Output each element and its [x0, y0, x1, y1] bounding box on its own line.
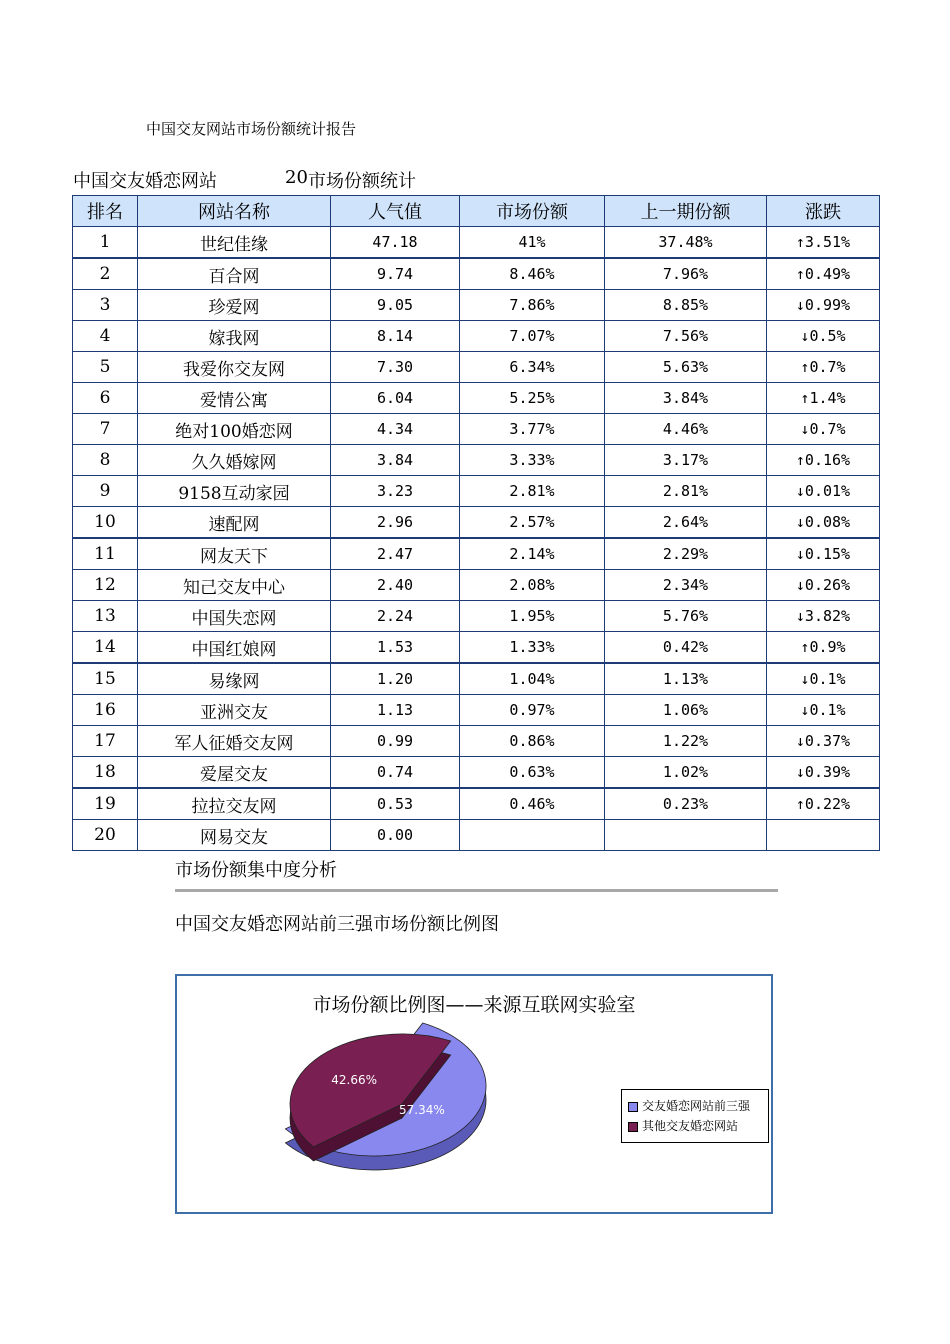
cell-previous-share — [605, 820, 767, 851]
pie-data-label-0: 57.34% — [398, 1103, 445, 1118]
table-row — [73, 352, 880, 383]
cell-rank: 9 — [73, 476, 138, 507]
cell-change: ↓3.82% — [767, 601, 880, 632]
table-row — [73, 445, 880, 476]
cell-site-name: 嫁我网 — [138, 321, 331, 352]
table-row — [73, 695, 880, 726]
cell-market-share: 3.77% — [460, 414, 605, 445]
cell-previous-share: 37.48% — [605, 227, 767, 259]
cell-change: ↓0.26% — [767, 570, 880, 601]
table-row — [73, 414, 880, 445]
chart-heading: 中国交友婚恋网站前三强市场份额比例图 — [175, 914, 499, 935]
legend-swatch-top3 — [628, 1102, 638, 1112]
cell-rank: 11 — [73, 538, 138, 570]
cell-popularity: 3.84 — [331, 445, 460, 476]
header-rank: 排名 — [73, 196, 138, 227]
cell-market-share: 2.81% — [460, 476, 605, 507]
cell-change — [767, 820, 880, 851]
cell-change: ↑0.49% — [767, 258, 880, 290]
cell-rank: 5 — [73, 352, 138, 383]
cell-site-name: 爱情公寓 — [138, 383, 331, 414]
table-row — [73, 290, 880, 321]
cell-market-share: 6.34% — [460, 352, 605, 383]
cell-popularity: 47.18 — [331, 227, 460, 259]
header-site-name: 网站名称 — [138, 196, 331, 227]
cell-change: ↓0.08% — [767, 507, 880, 539]
table-row — [73, 538, 880, 570]
cell-rank: 16 — [73, 695, 138, 726]
cell-rank: 1 — [73, 227, 138, 259]
cell-market-share: 0.86% — [460, 726, 605, 757]
table-row — [73, 632, 880, 664]
cell-rank: 13 — [73, 601, 138, 632]
cell-popularity: 7.30 — [331, 352, 460, 383]
cell-previous-share: 2.64% — [605, 507, 767, 539]
cell-previous-share: 1.22% — [605, 726, 767, 757]
cell-change: ↑0.22% — [767, 788, 880, 820]
cell-change: ↓0.1% — [767, 695, 880, 726]
cell-previous-share: 8.85% — [605, 290, 767, 321]
cell-market-share: 7.86% — [460, 290, 605, 321]
table-row — [73, 757, 880, 789]
cell-market-share — [460, 820, 605, 851]
legend-label-others: 其他交友婚恋网站 — [642, 1119, 739, 1133]
cell-rank: 18 — [73, 757, 138, 789]
cell-site-name: 世纪佳缘 — [138, 227, 331, 259]
header-previous-share: 上一期份额 — [605, 196, 767, 227]
cell-previous-share: 5.63% — [605, 352, 767, 383]
cell-rank: 14 — [73, 632, 138, 664]
cell-market-share: 41% — [460, 227, 605, 259]
table-row — [73, 507, 880, 539]
cell-change: ↓0.99% — [767, 290, 880, 321]
header-change: 涨跌 — [767, 196, 880, 227]
cell-rank: 10 — [73, 507, 138, 539]
table-caption-prefix: 中国交友婚恋网站 — [73, 171, 217, 192]
legend-item-others — [628, 1118, 738, 1134]
cell-rank: 19 — [73, 788, 138, 820]
cell-site-name: 亚洲交友 — [138, 695, 331, 726]
cell-market-share: 0.97% — [460, 695, 605, 726]
cell-change: ↑0.9% — [767, 632, 880, 664]
cell-market-share: 5.25% — [460, 383, 605, 414]
cell-previous-share: 3.17% — [605, 445, 767, 476]
cell-previous-share: 2.34% — [605, 570, 767, 601]
cell-market-share: 1.04% — [460, 663, 605, 695]
cell-popularity: 0.53 — [331, 788, 460, 820]
cell-popularity: 2.40 — [331, 570, 460, 601]
cell-rank: 4 — [73, 321, 138, 352]
cell-site-name: 中国红娘网 — [138, 632, 331, 664]
header-market-share: 市场份额 — [460, 196, 605, 227]
table-header-row — [73, 196, 880, 227]
cell-market-share: 2.57% — [460, 507, 605, 539]
table-caption-year: 20 — [285, 167, 308, 188]
cell-market-share: 2.14% — [460, 538, 605, 570]
table-row — [73, 601, 880, 632]
chart-legend — [621, 1089, 769, 1143]
cell-site-name: 中国失恋网 — [138, 601, 331, 632]
cell-popularity: 0.74 — [331, 757, 460, 789]
table-row — [73, 476, 880, 507]
cell-rank: 20 — [73, 820, 138, 851]
cell-previous-share: 1.13% — [605, 663, 767, 695]
cell-rank: 3 — [73, 290, 138, 321]
pie-chart-panel — [175, 974, 773, 1214]
cell-site-name: 9158互动家园 — [138, 476, 331, 507]
cell-popularity: 9.05 — [331, 290, 460, 321]
pie-data-label-1: 42.66% — [331, 1072, 378, 1087]
cell-market-share: 0.46% — [460, 788, 605, 820]
cell-market-share: 1.33% — [460, 632, 605, 664]
cell-site-name: 拉拉交友网 — [138, 788, 331, 820]
table-row — [73, 570, 880, 601]
cell-change: ↑0.16% — [767, 445, 880, 476]
cell-popularity: 3.23 — [331, 476, 460, 507]
cell-popularity: 4.34 — [331, 414, 460, 445]
cell-site-name: 易缘网 — [138, 663, 331, 695]
document-title: 中国交友网站市场份额统计报告 — [146, 120, 357, 138]
cell-previous-share: 2.81% — [605, 476, 767, 507]
cell-change: ↓0.37% — [767, 726, 880, 757]
cell-site-name: 我爱你交友网 — [138, 352, 331, 383]
cell-site-name: 军人征婚交友网 — [138, 726, 331, 757]
cell-previous-share: 0.42% — [605, 632, 767, 664]
cell-rank: 17 — [73, 726, 138, 757]
table-row — [73, 663, 880, 695]
legend-label-top3: 交友婚恋网站前三强 — [642, 1099, 751, 1113]
cell-market-share: 2.08% — [460, 570, 605, 601]
cell-previous-share: 2.29% — [605, 538, 767, 570]
cell-change: ↓0.1% — [767, 663, 880, 695]
section-title: 市场份额集中度分析 — [175, 860, 337, 881]
cell-market-share: 7.07% — [460, 321, 605, 352]
divider — [175, 889, 778, 892]
chart-title: 市场份额比例图——来源互联网实验室 — [312, 994, 636, 1016]
cell-rank: 2 — [73, 258, 138, 290]
cell-change: ↑3.51% — [767, 227, 880, 259]
cell-market-share: 1.95% — [460, 601, 605, 632]
cell-change: ↓0.01% — [767, 476, 880, 507]
cell-popularity: 1.13 — [331, 695, 460, 726]
cell-change: ↑0.7% — [767, 352, 880, 383]
cell-popularity: 2.24 — [331, 601, 460, 632]
cell-popularity: 0.00 — [331, 820, 460, 851]
cell-change: ↓0.7% — [767, 414, 880, 445]
cell-rank: 8 — [73, 445, 138, 476]
table-row — [73, 321, 880, 352]
cell-previous-share: 5.76% — [605, 601, 767, 632]
cell-rank: 15 — [73, 663, 138, 695]
cell-market-share: 3.33% — [460, 445, 605, 476]
cell-rank: 7 — [73, 414, 138, 445]
cell-site-name: 百合网 — [138, 258, 331, 290]
cell-popularity: 1.53 — [331, 632, 460, 664]
cell-rank: 6 — [73, 383, 138, 414]
cell-previous-share: 4.46% — [605, 414, 767, 445]
cell-site-name: 爱屋交友 — [138, 757, 331, 789]
cell-previous-share: 7.56% — [605, 321, 767, 352]
header-popularity: 人气值 — [331, 196, 460, 227]
cell-site-name: 知己交友中心 — [138, 570, 331, 601]
cell-change: ↓0.5% — [767, 321, 880, 352]
cell-popularity: 1.20 — [331, 663, 460, 695]
cell-change: ↓0.39% — [767, 757, 880, 789]
table-row — [73, 383, 880, 414]
table-caption-rest: 市场份额统计 — [308, 171, 416, 192]
cell-previous-share: 1.06% — [605, 695, 767, 726]
cell-change: ↓0.15% — [767, 538, 880, 570]
cell-market-share: 0.63% — [460, 757, 605, 789]
cell-site-name: 绝对100婚恋网 — [138, 414, 331, 445]
table-caption — [73, 167, 416, 193]
legend-swatch-others — [628, 1122, 638, 1132]
cell-site-name: 速配网 — [138, 507, 331, 539]
cell-site-name: 久久婚嫁网 — [138, 445, 331, 476]
cell-popularity: 6.04 — [331, 383, 460, 414]
cell-site-name: 网友天下 — [138, 538, 331, 570]
cell-market-share: 8.46% — [460, 258, 605, 290]
cell-rank: 12 — [73, 570, 138, 601]
table-row — [73, 820, 880, 851]
cell-change: ↑1.4% — [767, 383, 880, 414]
cell-popularity: 0.99 — [331, 726, 460, 757]
legend-item-top3 — [628, 1098, 750, 1114]
market-share-table — [72, 195, 880, 851]
cell-popularity: 9.74 — [331, 258, 460, 290]
cell-previous-share: 7.96% — [605, 258, 767, 290]
cell-popularity: 2.96 — [331, 507, 460, 539]
cell-previous-share: 0.23% — [605, 788, 767, 820]
cell-previous-share: 1.02% — [605, 757, 767, 789]
cell-popularity: 8.14 — [331, 321, 460, 352]
cell-site-name: 珍爱网 — [138, 290, 331, 321]
table-row — [73, 788, 880, 820]
table-row — [73, 258, 880, 290]
table-row — [73, 726, 880, 757]
cell-popularity: 2.47 — [331, 538, 460, 570]
cell-site-name: 网易交友 — [138, 820, 331, 851]
table-row — [73, 227, 880, 259]
cell-previous-share: 3.84% — [605, 383, 767, 414]
